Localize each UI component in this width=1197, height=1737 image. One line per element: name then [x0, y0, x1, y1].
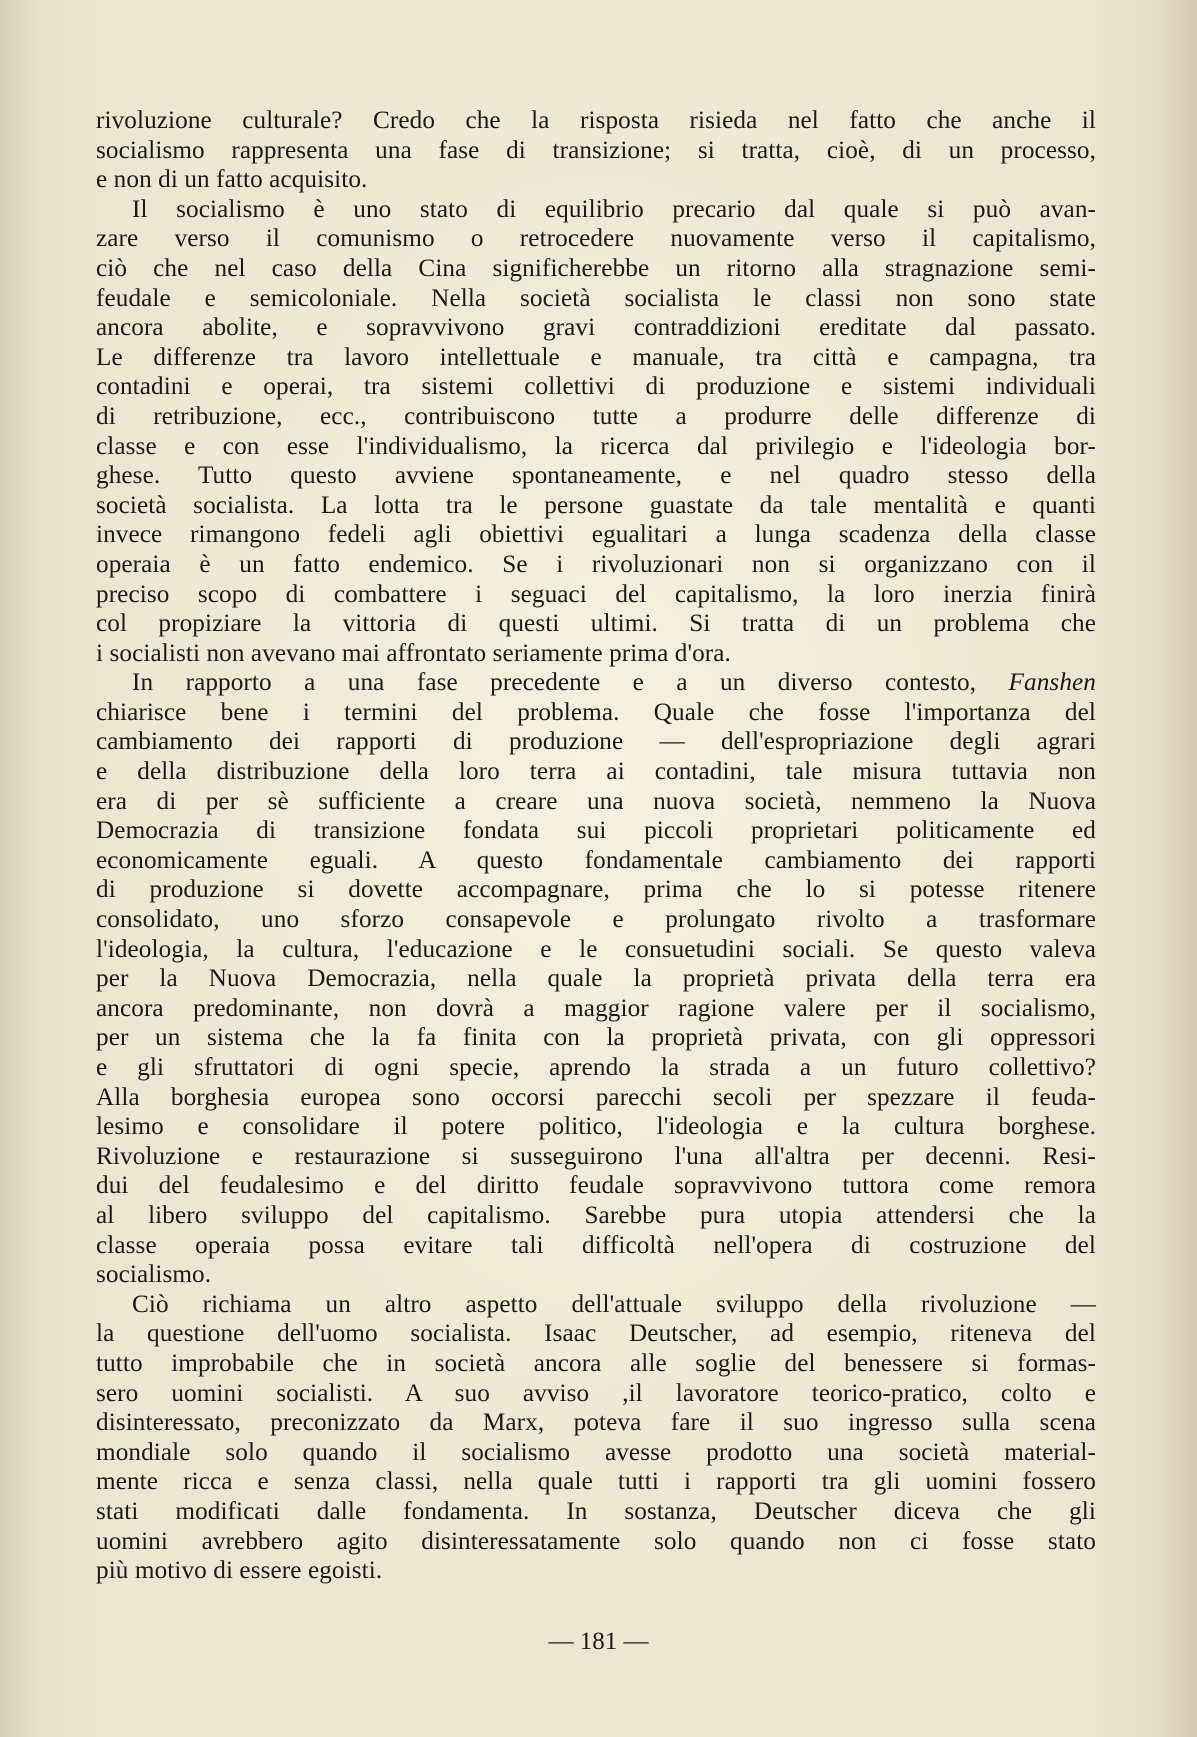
text-line: cambiamento dei rapporti di produzione — dell'espropriazione degli agrari [96, 728, 1096, 756]
text-line: Il socialismo è uno stato di equilibrio precario dal quale si può avan- [132, 195, 1096, 223]
text-line: Le differenze tra lavoro intellettuale e manuale, tra città e campagna, tra [96, 343, 1096, 371]
text-line: Democrazia di transizione fondata sui piccoli proprietari politicamente ed [96, 817, 1096, 845]
text-line: ancora abolite, e sopravvivono gravi contraddizioni ereditate dal passato. [96, 314, 1096, 342]
text-line: più motivo di essere egoisti. [96, 1557, 383, 1585]
text-line: feudale e semicoloniale. Nella società socialista le classi non sono state [96, 284, 1096, 312]
text-line: uomini avrebbero agito disinteressatamente solo quando non ci fosse stato [96, 1527, 1096, 1555]
text-line: tutto improbabile che in società ancora alle soglie del benessere si formas- [96, 1349, 1096, 1377]
text-line: di retribuzione, ecc., contribuiscono tutte a produrre delle differenze di [96, 402, 1096, 430]
text-line: e gli sfruttatori di ogni specie, aprendo la strada a un futuro collettivo? [96, 1054, 1096, 1081]
text-line: classe e con esse l'individualismo, la ricerca dal privilegio e l'ideologia bor- [96, 432, 1096, 460]
text-line: e non di un fatto acquisito. [96, 166, 368, 194]
text-line: lesimo e consolidare il potere politico, l'ideologia e la cultura borghese. [96, 1113, 1096, 1141]
text-line: In rapporto a una fase precedente e a un diverso contesto, Fanshen [132, 669, 1096, 697]
text-line: disinteressato, preconizzato da Marx, poteva fare il suo ingresso sulla scena [96, 1409, 1096, 1437]
text-line: operaia è un fatto endemico. Se i rivoluzionari non si organizzano con il [96, 550, 1096, 578]
text-line: Alla borghesia europea sono occorsi parecchi secoli per spezzare il feuda- [96, 1083, 1096, 1111]
text-line: Ciò richiama un altro aspetto dell'attuale sviluppo della rivoluzione — [132, 1290, 1096, 1318]
page-number: — 181 — [548, 1628, 649, 1655]
text-line: col propiziare la vittoria di questi ultimi. Si tratta di un problema che [96, 610, 1096, 638]
text-line: economicamente eguali. A questo fondamentale cambiamento dei rapporti [96, 846, 1096, 874]
text-line: per la Nuova Democrazia, nella quale la proprietà privata della terra era [96, 965, 1096, 993]
text-line: l'ideologia, la cultura, l'educazione e le consuetudini sociali. Se questo valeva [96, 935, 1096, 963]
text-line: rivoluzione culturale? Credo che la risposta risieda nel fatto che anche il [96, 107, 1096, 134]
text-line: contadini e operai, tra sistemi collettivi di produzione e sistemi individuali [96, 373, 1096, 401]
text-line: e della distribuzione della loro terra ai contadini, tale misura tuttavia non [96, 758, 1096, 786]
text-line: sero uomini socialisti. A suo avviso ,il lavoratore teorico-pratico, colto e [96, 1379, 1096, 1407]
text-line: i socialisti non avevano mai affrontato seriamente prima d'ora. [96, 639, 731, 667]
text-line: ciò che nel caso della Cina significherebbe un ritorno alla stragnazione semi- [96, 254, 1096, 282]
text-line: stati modificati dalle fondamenta. In sostanza, Deutscher diceva che gli [96, 1497, 1096, 1525]
text-line: socialismo rappresenta una fase di transizione; si tratta, cioè, di un processo, [96, 136, 1096, 164]
text-line: società socialista. La lotta tra le persone guastate da tale mentalità e quanti [96, 491, 1096, 519]
text-line: era di per sè sufficiente a creare una nuova società, nemmeno la Nuova [96, 787, 1096, 815]
text-line: ancora predominante, non dovrà a maggior ragione valere per il socialismo, [96, 994, 1096, 1022]
text-line: dui del feudalesimo e del diritto feudale sopravvivono tuttora come remora [96, 1172, 1096, 1200]
text-line: ghese. Tutto questo avviene spontaneamente, e nel quadro stesso della [96, 462, 1096, 490]
text-line: per un sistema che la fa finita con la proprietà privata, con gli oppressori [96, 1024, 1096, 1052]
text-line: mondiale solo quando il socialismo avesse prodotto una società material- [96, 1438, 1096, 1466]
text-line: Rivoluzione e restaurazione si susseguirono l'una all'altra per decenni. Resi- [96, 1142, 1096, 1170]
text-line: consolidato, uno sforzo consapevole e prolungato rivolto a trasformare [96, 906, 1096, 934]
text-line: socialismo. [96, 1261, 212, 1289]
text-line: al libero sviluppo del capitalismo. Sarebbe pura utopia attendersi che la [96, 1201, 1096, 1229]
text-line: chiarisce bene i termini del problema. Quale che fosse l'importanza del [96, 698, 1096, 726]
text-line: di produzione si dovette accompagnare, prima che lo si potesse ritenere [96, 876, 1096, 904]
body-text [96, 106, 1096, 1586]
text-line: invece rimangono fedeli agli obiettivi egualitari a lunga scadenza della classe [96, 521, 1096, 549]
text-line: preciso scopo di combattere i seguaci del capitalismo, la loro inerzia finirà [96, 580, 1096, 608]
text-line: mente ricca e senza classi, nella quale tutti i rapporti tra gli uomini fossero [96, 1468, 1096, 1496]
text-line: la questione dell'uomo socialista. Isaac Deutscher, ad esempio, riteneva del [96, 1320, 1096, 1348]
text-line: zare verso il comunismo o retrocedere nuovamente verso il capitalismo, [96, 225, 1096, 253]
text-line: classe operaia possa evitare tali difficoltà nell'opera di costruzione del [96, 1231, 1096, 1259]
